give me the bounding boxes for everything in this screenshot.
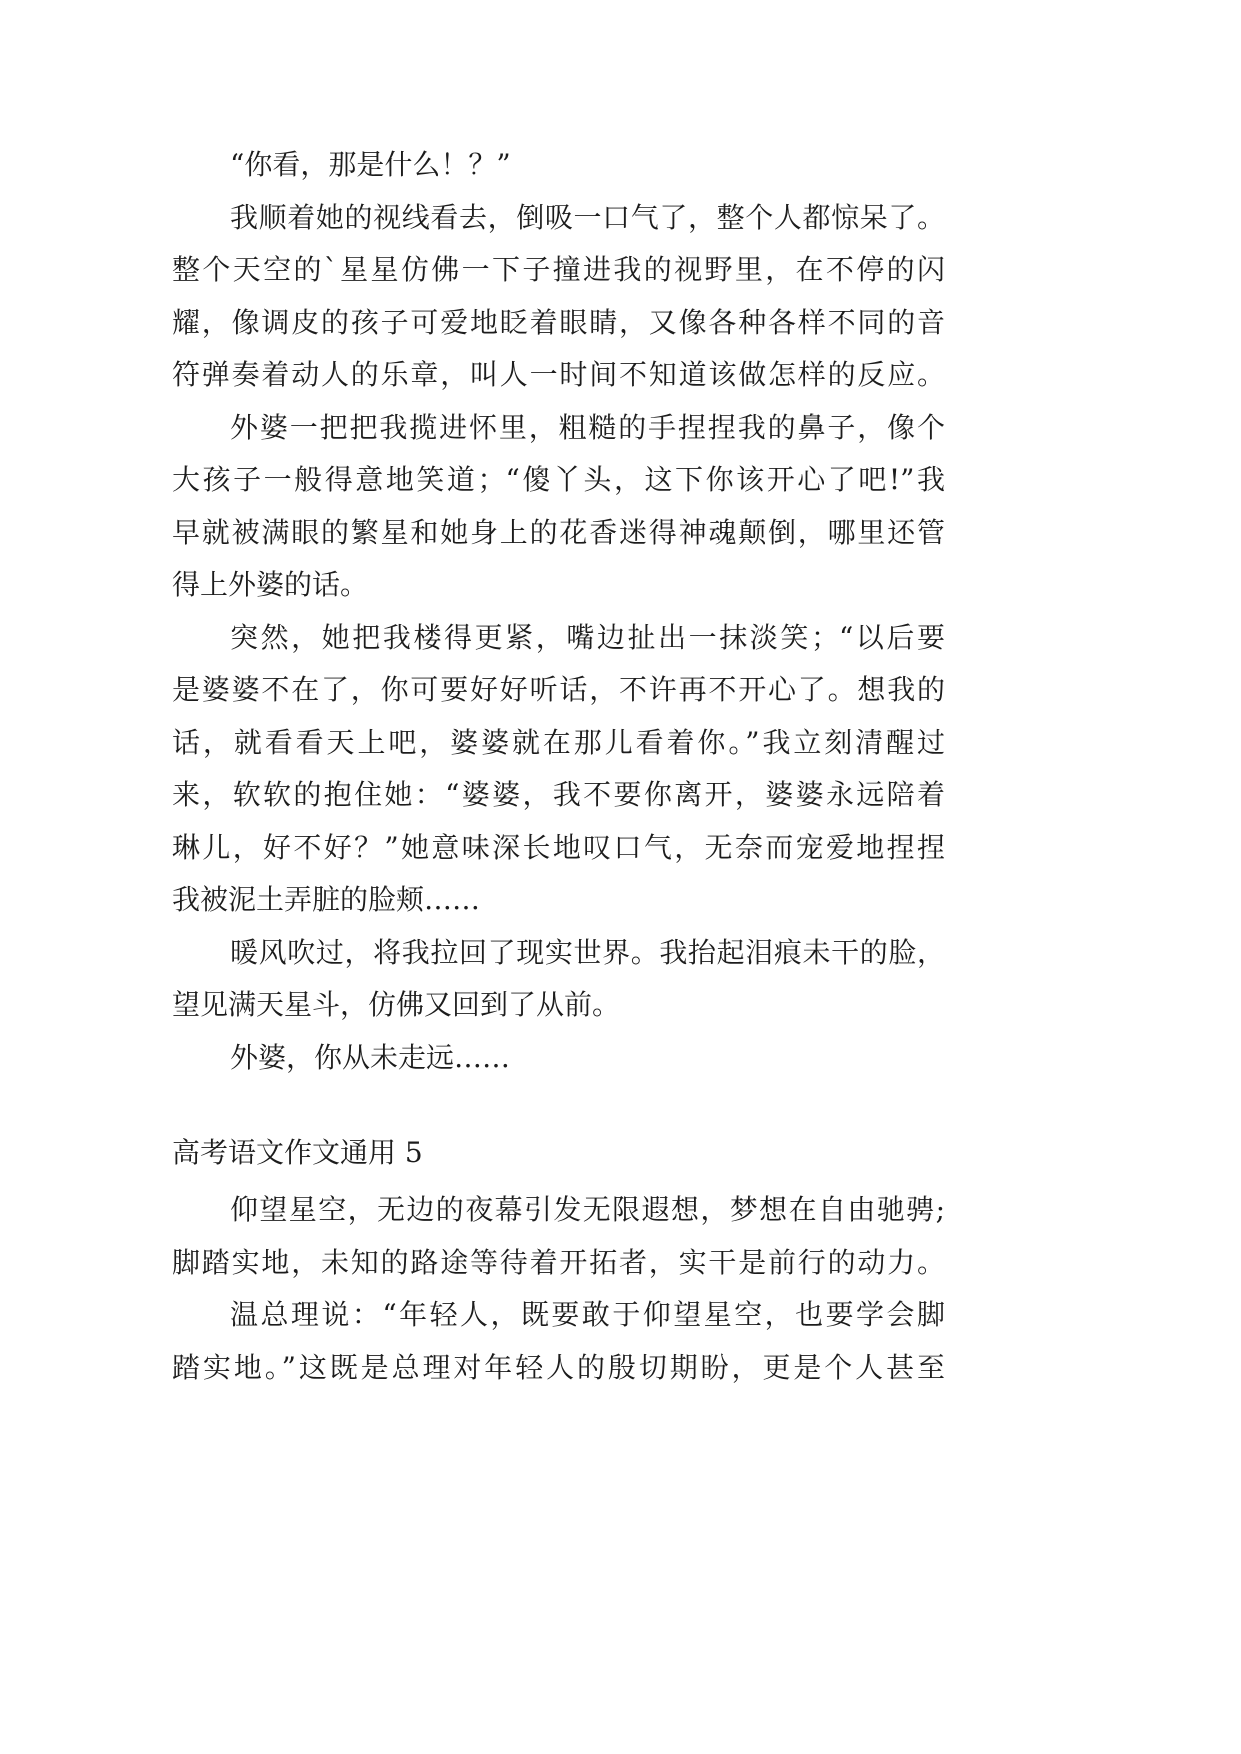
text-line: 整个天空的`星星仿佛一下子撞进我的视野里，在不停的闪 [172,253,945,286]
text-line: 脚踏实地，未知的路途等待着开拓者，实干是前行的动力。 [172,1245,945,1279]
essay [172,139,945,1084]
section [172,1127,945,1394]
text-line: 望见满天星斗，仿佛又回到了从前。 [172,988,621,1021]
text-line: 我被泥土弄脏的脸颊…… [172,883,481,916]
text-line: 早就被满眼的繁星和她身上的花香迷得神魂颠倒，哪里还管 [172,515,945,549]
text-line: 符弹奏着动人的乐章，叫人一时间不知道该做怎样的反应。 [172,358,945,391]
paragraph [172,612,945,927]
paragraph [172,192,945,402]
text-line: 琳儿，好不好？”她意味深长地叹口气，无奈而宠爱地捏捏 [172,830,945,864]
text-line: 暖风吹过，将我拉回了现实世界。我抬起泪痕未干的脸， [230,935,945,969]
text-line: 仰望星空，无边的夜幕引发无限遐想，梦想在自由驰骋; [230,1193,945,1226]
paragraph [172,1032,945,1085]
text-line: 温总理说：“年轻人，既要敢于仰望星空，也要学会脚 [230,1298,945,1331]
text-line: 我顺着她的视线看去，倒吸一口气了，整个人都惊呆了。 [230,200,945,234]
text-line: 踏实地。”这既是总理对年轻人的殷切期盼，更是个人甚至 [172,1350,945,1384]
text-line: 外婆，你从未走远…… [230,1040,511,1074]
paragraph [172,1184,945,1289]
text-line: 大孩子一般得意地笑道；“傻丫头，这下你该开心了吧!”我 [172,463,945,496]
text-line: 得上外婆的话。 [172,568,369,601]
text-line: 话，就看看天上吧，婆婆就在那儿看着你。”我立刻清醒过 [172,725,945,759]
text-line: 外婆一把把我揽进怀里，粗糙的手捏捏我的鼻子，像个 [230,410,945,444]
paragraph [172,927,945,1032]
paragraph [172,1289,945,1394]
paragraph [172,402,945,612]
text-line: 耀，像调皮的孩子可爱地眨着眼睛，又像各种各样不同的音 [172,305,945,339]
text-line: 突然，她把我楼得更紧，嘴边扯出一抹淡笑；“以后要 [230,620,945,654]
text-line: 来，软软的抱住她：“婆婆，我不要你离开，婆婆永远陪着 [172,778,945,811]
section-heading: 高考语文作文通用 5 [172,1136,423,1169]
text-line: 是婆婆不在了，你可要好好听话，不许再不开心了。想我的 [172,673,945,706]
text-line: “你看，那是什么！？” [230,148,511,181]
document-body [172,139,945,1394]
paragraph [172,139,945,192]
